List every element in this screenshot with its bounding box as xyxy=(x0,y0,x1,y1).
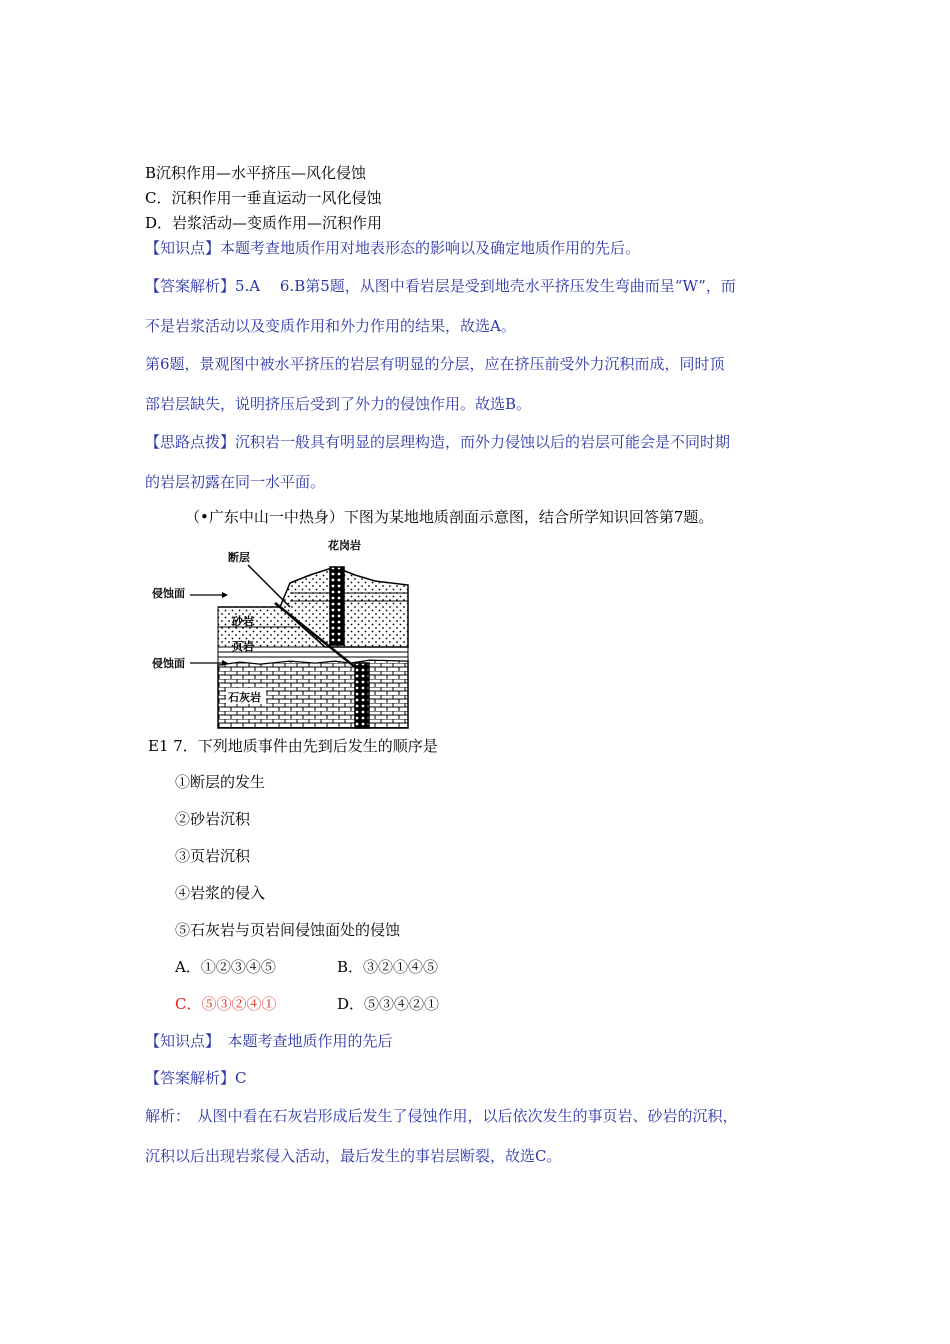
label-fault: 断层 xyxy=(228,551,250,564)
label-granite: 花岗岩 xyxy=(328,539,361,552)
erosion-upper-arrowhead xyxy=(222,592,228,598)
q7-option-b: B．③②①④⑤ xyxy=(337,958,439,976)
option-c-q6: C．沉积作用一垂直运动一风化侵蚀 xyxy=(145,189,382,207)
geologic-cross-section-figure xyxy=(150,535,415,739)
q6-analysis-line1: 第6题，景观图中被水平挤压的岩层有明显的分层，应在挤压前受外力沉积而成，同时顶 xyxy=(145,355,725,373)
q7-explain-line1: 解析： 从图中看在石灰岩形成后发生了侵蚀作用，以后依次发生的事页岩、砂岩的沉积， xyxy=(145,1107,738,1125)
q7-item-2: ②砂岩沉积 xyxy=(175,810,251,828)
q7-option-a: A．①②③④⑤ xyxy=(175,958,276,976)
question-intro: （•广东中山一中热身）下图为某地地质剖面示意图，结合所学知识回答第7题。 xyxy=(185,508,714,526)
option-b-q6: B沉积作用—水平挤压—风化侵蚀 xyxy=(145,164,367,182)
q7-option-c-correct: C．⑤③②④① xyxy=(175,995,277,1013)
granite-dike-upper xyxy=(330,567,344,645)
label-limestone: 石灰岩 xyxy=(228,691,261,704)
tips-line1: 【思路点拨】沉积岩一般具有明显的层理构造，而外力侵蚀以后的岩层可能会是不同时期 xyxy=(145,433,731,451)
q7-explain-line2: 沉积以后出现岩浆侵入活动，最后发生的事岩层断裂，故选C。 xyxy=(145,1147,562,1165)
q7-answer: 【答案解析】C xyxy=(145,1069,247,1087)
q7-item-4: ④岩浆的侵入 xyxy=(175,884,266,902)
answer-analysis-line2: 不是岩浆活动以及变质作用和外力作用的结果，故选A。 xyxy=(145,317,516,335)
tips-line2: 的岩层初露在同一水平面。 xyxy=(145,473,326,491)
answer-analysis-line1: 【答案解析】5.A 6.B第5题，从图中看岩层是受到地壳水平挤压发生弯曲而呈“W”，而 xyxy=(145,277,736,295)
q7-item-3: ③页岩沉积 xyxy=(175,847,251,865)
q7-item-1: ①断层的发生 xyxy=(175,773,266,791)
cross-section-svg xyxy=(150,535,415,735)
label-shale: 页岩 xyxy=(232,640,254,653)
q7-item-5: ⑤石灰岩与页岩间侵蚀面处的侵蚀 xyxy=(175,921,401,939)
label-erosion-upper: 侵蚀面 xyxy=(152,587,185,600)
fault-pointer xyxy=(248,565,290,607)
knowledge-point-q56: 【知识点】本题考查地质作用对地表形态的影响以及确定地质作用的先后。 xyxy=(145,239,641,257)
q7-knowledge-point: 【知识点】 本题考查地质作用的先后 xyxy=(145,1032,393,1050)
label-sandstone: 砂岩 xyxy=(232,615,254,628)
q7-stem: E1 7．下列地质事件由先到后发生的顺序是 xyxy=(148,737,438,755)
q7-option-d: D．⑤③④②① xyxy=(337,995,440,1013)
q6-analysis-line2: 部岩层缺失，说明挤压后受到了外力的侵蚀作用。故选B。 xyxy=(145,395,532,413)
label-erosion-lower: 侵蚀面 xyxy=(152,657,185,670)
granite-dike-lower xyxy=(355,663,369,728)
option-d-q6: D．岩浆活动—变质作用—沉积作用 xyxy=(145,214,383,232)
